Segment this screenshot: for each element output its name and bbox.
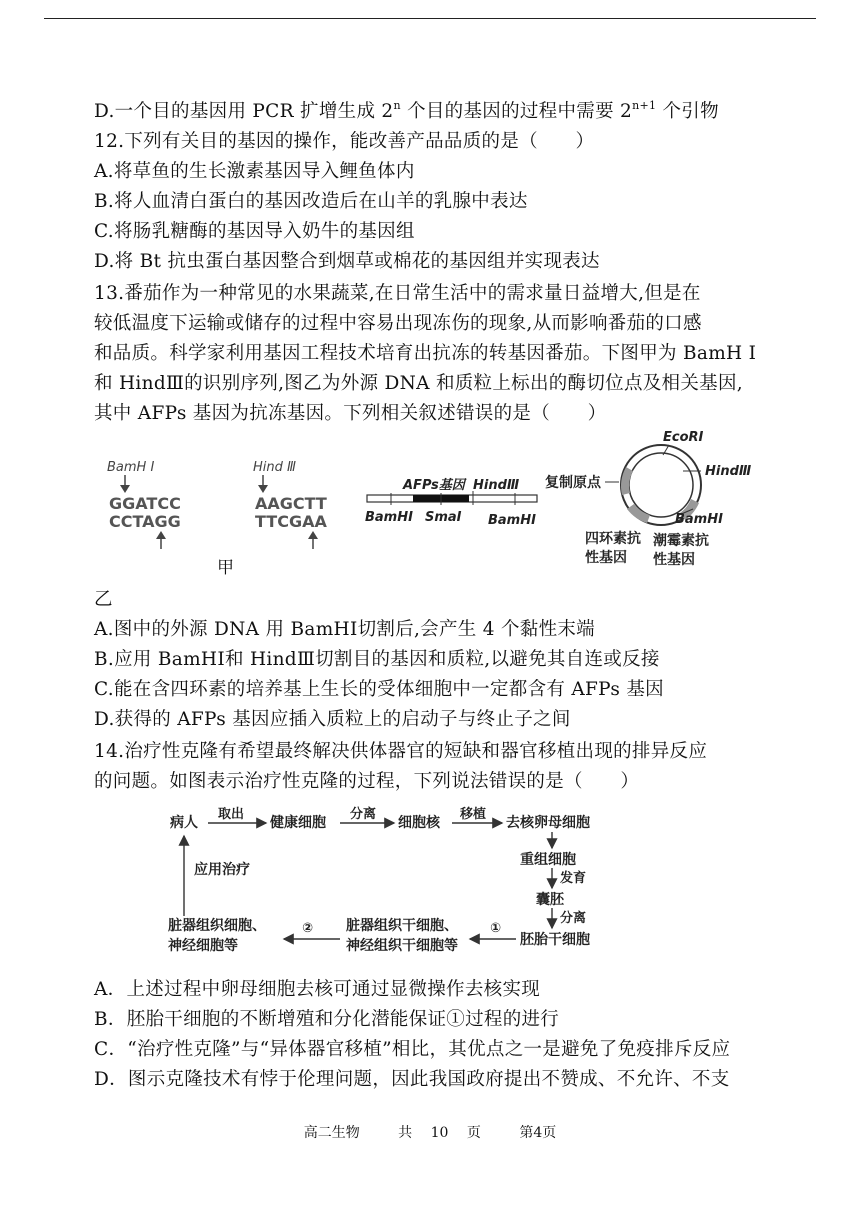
afps-gene-label: AFPs基因	[403, 478, 465, 493]
flow-develop-label: 发育	[560, 871, 587, 886]
q13-option-a: A.图中的外源 DNA 用 BamHⅠ切割后,会产生 4 个黏性末端	[94, 619, 595, 640]
bamh1-right-label: BamHⅠ	[488, 513, 536, 528]
flow-organ-cells-line1: 脏器组织细胞、	[168, 918, 266, 934]
q12-option-b: B.将人血清白蛋白的基因改造后在山羊的乳腺中表达	[94, 191, 528, 212]
q14-option-b: B．胚胎干细胞的不断增殖和分化潜能保证①过程的进行	[94, 1009, 560, 1030]
flow-nucleus: 细胞核	[398, 815, 440, 831]
flow-recombined-cell: 重组细胞	[520, 852, 576, 868]
q14-option-a: A．上述过程中卵母细胞去核可通过显微操作去核实现	[94, 979, 541, 1000]
q13-stem-line2: 较低温度下运输或储存的过程中容易出现冻伤的现象,从而影响番茄的口感	[94, 313, 702, 334]
flow-oocyte: 去核卵母细胞	[506, 815, 590, 831]
flow-separate1-label: 分离	[350, 807, 377, 822]
flow-step1: ①	[490, 921, 502, 936]
q14-flowchart	[160, 800, 620, 970]
bamh1-top-seq: GGATCC	[109, 494, 181, 513]
q12-stem: 12.下列有关目的基因的操作，能改善产品品质的是（ ）	[94, 131, 595, 152]
flow-blastocyst: 囊胚	[536, 892, 564, 908]
hind3-bottom-seq: TTCGAA	[255, 512, 327, 531]
q13-option-b: B.应用 BamHⅠ和 HindⅢ切割目的基因和质粒,以避免其自连或反接	[94, 649, 660, 670]
tet-label-line2: 性基因	[585, 550, 627, 566]
q14-option-d: D．图示克隆技术有悖于伦理问题，因此我国政府提出不赞成、不允许、不支	[94, 1069, 730, 1090]
flow-esc: 胚胎干细胞	[520, 932, 590, 948]
figure-yi-label: 乙	[94, 589, 113, 610]
flow-stem-cells-line2: 神经组织干细胞等	[346, 938, 458, 954]
footer-subject: 高二生物	[303, 1125, 360, 1141]
ori-label: 复制原点	[545, 475, 601, 491]
q13-option-d: D.获得的 AFPs 基因应插入质粒上的启动子与终止子之间	[94, 709, 571, 730]
q12-option-c: C.将肠乳糖酶的基因导入奶牛的基因组	[94, 221, 415, 242]
hyg-label-line2: 性基因	[653, 552, 695, 568]
q12-option-d: D.将 Bt 抗虫蛋白基因整合到烟草或棉花的基因组并实现表达	[94, 251, 600, 272]
hind3-plasmid-label: HindⅢ	[705, 464, 752, 479]
page-footer	[0, 1122, 860, 1142]
flow-transplant-label: 移植	[460, 807, 487, 822]
figure-jia-label: 甲	[217, 558, 234, 578]
flow-step2: ②	[302, 921, 314, 936]
flow-patient: 病人	[170, 815, 198, 831]
q11-option-d: D.一个目的基因用 PCR 扩增生成 2$^n$ 个目的基因的过程中需要 $2^{n+1}$ 个引物	[94, 99, 719, 122]
flow-organ-cells-line2: 神经细胞等	[168, 938, 238, 954]
flow-separate2-label: 分离	[560, 911, 587, 926]
plasmid-inner	[629, 453, 693, 517]
hind3-top-seq: AAGCTT	[255, 494, 327, 513]
hind3-label: Hind Ⅲ	[253, 460, 296, 475]
footer-page-number: 第4页	[519, 1125, 557, 1141]
flow-healthy-cell: 健康细胞	[270, 815, 326, 831]
q13-figure	[95, 425, 775, 590]
q13-option-c: C.能在含四环素的培养基上生长的受体细胞中一定都含有 AFPs 基因	[94, 679, 664, 700]
q13-stem-line1: 13.番茄作为一种常见的水果蔬菜,在日常生活中的需求量日益增大,但是在	[94, 283, 701, 304]
sma1-label: SmaⅠ	[425, 510, 462, 525]
bamh1-plasmid-label: BamHⅠ	[675, 512, 723, 527]
q13-stem-line3: 和品质。科学家利用基因工程技术培育出抗冻的转基因番茄。下图甲为 BamH Ⅰ	[94, 343, 757, 364]
q13-stem-line5: 其中 AFPs 基因为抗冻基因。下列相关叙述错误的是（ ）	[94, 403, 607, 424]
hind3-dna-label: HindⅢ	[473, 478, 520, 493]
flow-stem-cells-line1: 脏器组织干细胞、	[346, 918, 458, 934]
q14-option-c: C．“治疗性克隆”与“异体器官移植”相比，其优点之一是避免了免疫排斥反应	[94, 1039, 731, 1060]
hyg-label-line1: 潮霉素抗	[653, 533, 709, 549]
flow-treat-label: 应用治疗	[194, 862, 250, 878]
q14-stem-line1: 14.治疗性克隆有希望最终解决供体器官的短缺和器官移植出现的排异反应	[94, 741, 708, 762]
ecor1-label: EcoRⅠ	[663, 430, 704, 445]
footer-total-pages: 共 10 页	[398, 1125, 481, 1141]
tet-label-line1: 四环素抗	[585, 531, 641, 547]
bamh1-bottom-seq: CCTAGG	[109, 512, 181, 531]
bamh1-left-label: BamHⅠ	[365, 510, 413, 525]
bamh1-label: BamH Ⅰ	[107, 460, 155, 475]
q13-stem-line4: 和 HindⅢ的识别序列,图乙为外源 DNA 和质粒上标出的酶切位点及相关基因,	[94, 373, 743, 394]
header-rule	[44, 18, 816, 19]
q12-option-a: A.将草鱼的生长激素基因导入鲤鱼体内	[94, 161, 415, 182]
q14-stem-line2: 的问题。如图表示治疗性克隆的过程，下列说法错误的是（ ）	[94, 771, 640, 792]
flow-take-label: 取出	[218, 807, 245, 822]
